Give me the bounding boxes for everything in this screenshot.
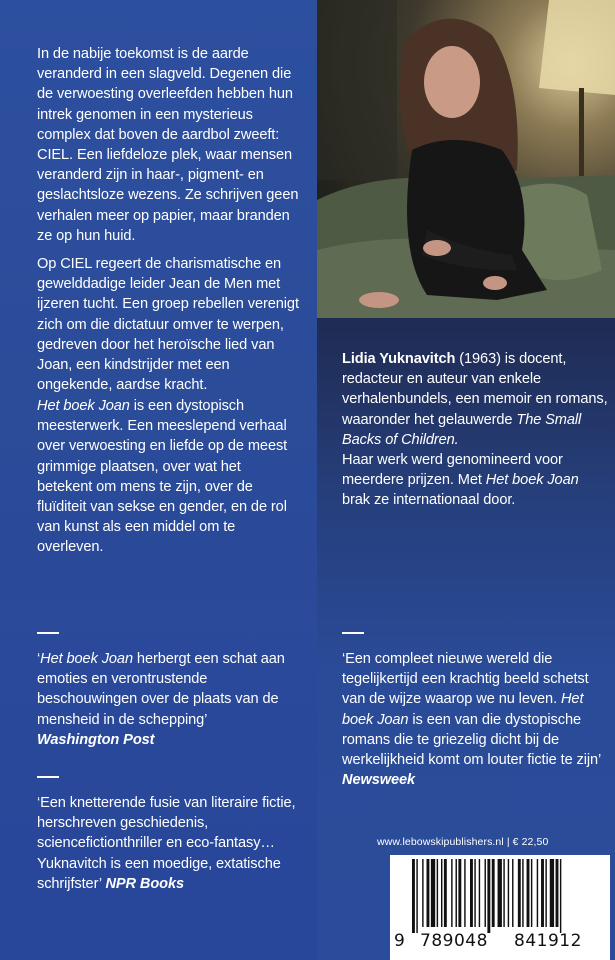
isbn-number: 9 789048 841912: [394, 931, 582, 951]
quote-npr-books: ‘Een knetterende fusie van literaire fictie, herschreven geschiedenis, sciencefictionthriller en eco-fantasy… Yuknavitch is een moedige, extatische schrijfster’ NPR Books: [37, 795, 296, 892]
quote-source: NPR Books: [105, 875, 185, 892]
blurb-paragraph-3: Het boek Joan is een dystopisch meesterwerk. Een meeslepend verhaal over verwoesting en liefde op de meest grimmige plaatsen, over wat het betekent om mens te zijn, over de fluïditeit van sekse en gender, en de rol van kunst als een middel om te overleven.: [37, 398, 288, 556]
divider-dash-2: [37, 776, 59, 778]
quote-source: Washington Post: [37, 731, 155, 748]
book-title: Het boek Joan: [37, 398, 130, 414]
divider-dash-3: [342, 632, 364, 634]
quote-washington-post: ‘Het boek Joan herbergt een schat aan emoties en verontrustende beschouwingen over de plaats van de mensheid in de schepping’ Washington Post: [37, 651, 285, 748]
author-photo: [317, 0, 615, 318]
author-bio: Lidia Yuknavitch (1963) is docent, redacteur en auteur van enkele verhalenbundels, een memoir en romans, waaronder het gelauwerde The Small Backs of Children. Haar werk werd genomineerd voor meerdere prijzen. Met Het boek Joan brak ze internationaal door.: [342, 351, 608, 509]
quote-source: Newsweek: [342, 772, 416, 789]
quote-newsweek: ‘Een compleet nieuwe wereld die tegelijkertijd een krachtig beeld schetst van de wijze waarop we nu leven. Het boek Joan is een van die dystopische romans die te griezelig dicht bij de werkelijkheid komt om louter fictie te zijn’ Newsweek: [342, 651, 601, 789]
divider-dash-1: [37, 632, 59, 634]
blurb-paragraph-1: In de nabije toekomst is de aarde veranderd in een slagveld. Degenen die de verwoesting overleefden hebben hun intrek genomen in een mysterieus complex dat boven de aardbol zweeft: CIEL. Een liefdeloze plek, waar mensen veranderd zijn in haar-, pigment- en geslachtsloze wezens. Ze schrijven geen verhalen meer op papier, maar branden ze op hun huid.: [37, 46, 299, 244]
author-name: Lidia Yuknavitch: [342, 351, 456, 367]
publisher-price-line: www.lebowskipublishers.nl | € 22,50: [377, 836, 549, 848]
blurb-paragraph-2: Op CIEL regeert de charismatische en gewelddadige leider Jean de Men met ijzeren tucht. Een groep rebellen verenigt zich om die dictatuur omver te werpen, gedreven door het heroïsche lied van Joan, een kindstrijder met een ongekende, aardse kracht.: [37, 256, 299, 394]
